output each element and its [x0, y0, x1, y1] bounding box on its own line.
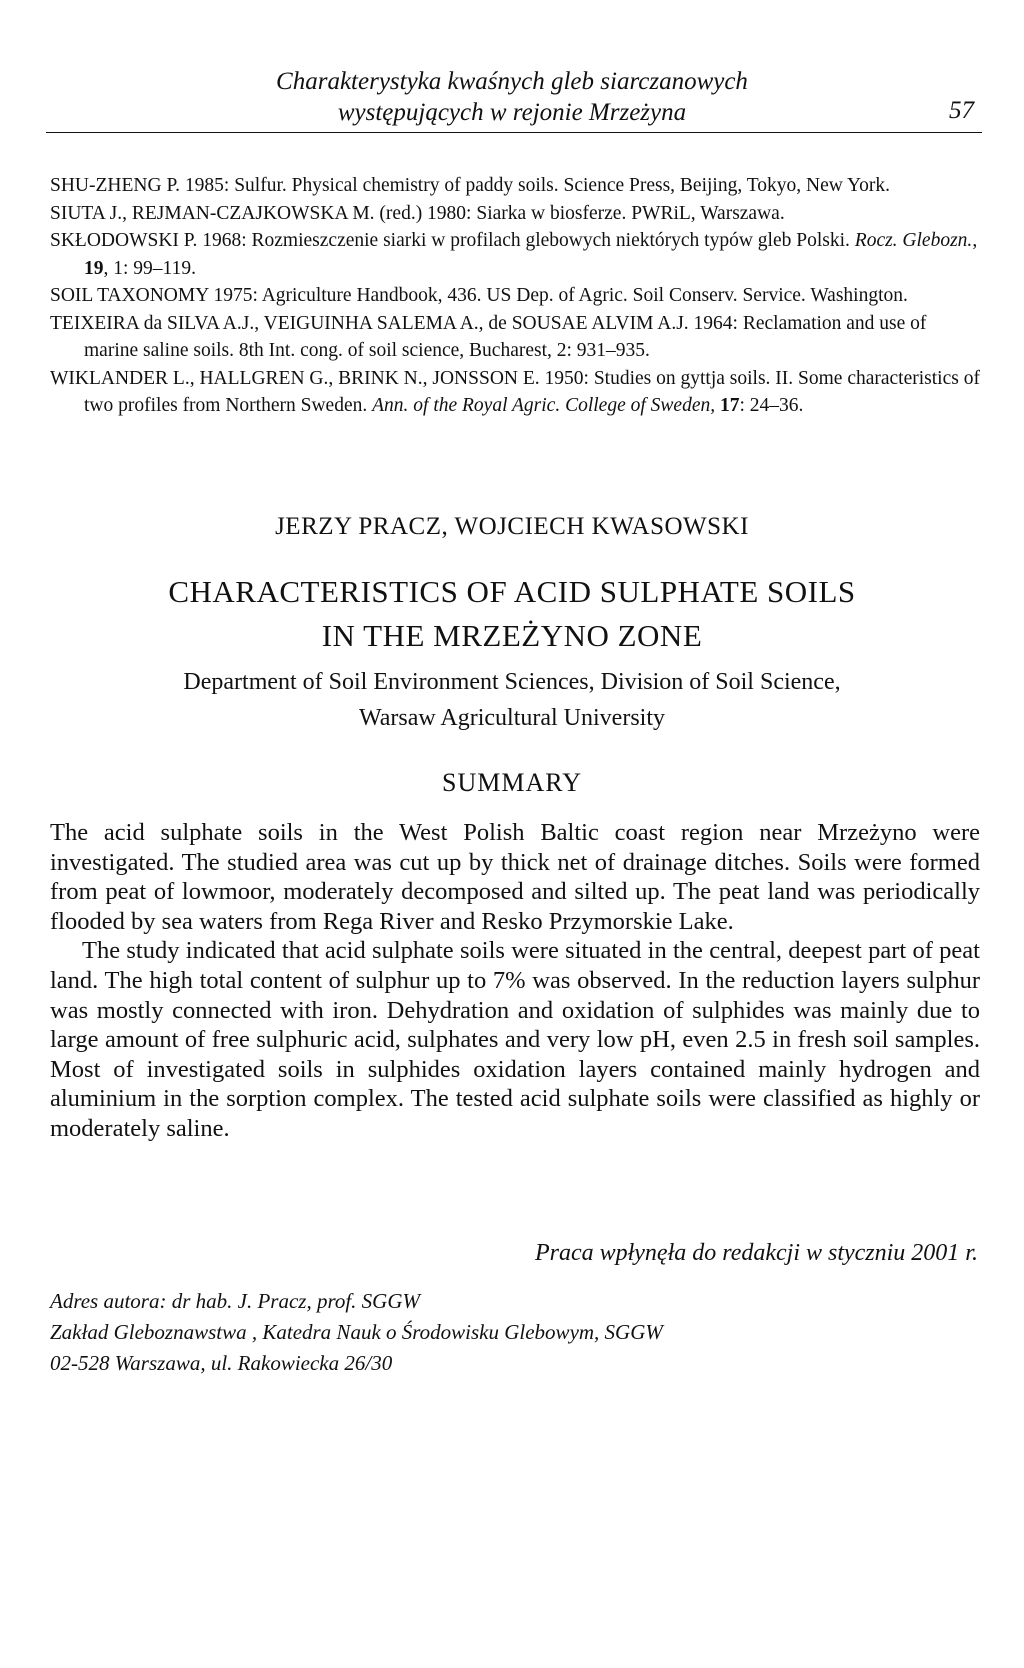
- reference-text: Agriculture Handbook, 436. US Dep. of Agric. Soil Conserv. Service. Washington.: [257, 285, 908, 306]
- address-line2: Zakład Gleboznawstwa , Katedra Nauk o Środowisku Glebowym, SGGW: [50, 1320, 663, 1344]
- author-address: [50, 1286, 663, 1379]
- running-header-line1: Charakterystyka kwaśnych gleb siarczanowych: [276, 68, 748, 95]
- reference-authors: SOIL TAXONOMY 1975:: [50, 285, 258, 306]
- summary-paragraph: The acid sulphate soils in the West Polish Baltic coast region near Mrzeżyno were investigated. The studied area was cut up by thick net of drainage ditches. Soils were formed from peat of lowmoor, moderately decomposed and silted up. The peat land was periodically flooded by sea waters from Rega River and Resko Przymorskie Lake.: [50, 819, 980, 935]
- summary-paragraph: The study indicated that acid sulphate soils were situated in the central, deepest part of peat land. The high total content of sulphur up to 7% was observed. In the reduction layers sulphur was mostly connected with iron. Dehydration and oxidation of sulphides was mainly due to large amount of free sulphuric acid, sulphates and very low pH, even 2.5 in fresh soil samples. Most of investigated soils in sulphides oxidation layers contained mainly hydrogen and aluminium in the sorption complex. The tested acid sulphate soils were classified as highly or moderately saline.: [50, 937, 980, 1142]
- reference-authors: SHU-ZHENG P. 1985:: [50, 175, 230, 196]
- reference-authors: WIKLANDER L., HALLGREN G., BRINK N., JONSSON E. 1950:: [50, 367, 589, 389]
- reference-item: [50, 200, 980, 228]
- article-authors: JERZY PRACZ, WOJCIECH KWASOWSKI: [275, 513, 749, 540]
- reference-item: [50, 310, 980, 365]
- running-header-line2: występujących w rejonie Mrzeżyna: [337, 99, 687, 126]
- reference-item: [50, 227, 980, 282]
- reference-pages: , 1: 99–119.: [103, 257, 196, 279]
- reference-text: Sulfur. Physical chemistry of paddy soils. Science Press, Beijing, Tokyo, New York.: [229, 175, 891, 196]
- reference-journal: Ann. of the Royal Agric. College of Sweden,: [372, 395, 716, 416]
- address-line1: Adres autora: dr hab. J. Pracz, prof. SGGW: [50, 1289, 421, 1313]
- running-header: [0, 66, 1024, 128]
- summary-body: [50, 818, 980, 1144]
- affiliation-line2: Warsaw Agricultural University: [359, 705, 665, 731]
- reference-authors: TEIXEIRA da SILVA A.J., VEIGUINHA SALEMA A., de SOUSAE ALVIM A.J. 1964:: [50, 312, 738, 334]
- reference-list: [50, 172, 980, 420]
- reference-text: Studies on gyttja soils. II. Some characteristics of two profiles from Northern Sweden.: [84, 367, 980, 416]
- reference-text: Rozmieszczenie siarki w profilach glebowych niektórych typów gleb Polski.: [246, 230, 855, 251]
- reference-journal: Rocz. Glebozn.: [854, 230, 973, 251]
- summary-heading: SUMMARY: [442, 768, 582, 797]
- reference-pages: : 24–36.: [739, 395, 804, 416]
- reference-volume: 17: [719, 395, 740, 416]
- reference-text: Reclamation and use of marine saline soils. 8th Int. cong. of soil science, Bucharest, 2: 931–935.: [84, 312, 927, 361]
- address-line3: 02-528 Warszawa, ul. Rakowiecka 26/30: [50, 1351, 393, 1375]
- reference-item: [50, 365, 980, 420]
- reference-authors: SIUTA J., REJMAN-CZAJKOWSKA M. (red.) 1980:: [50, 202, 472, 224]
- received-note: Praca wpłynęła do redakcji w styczniu 2001 r.: [534, 1240, 978, 1266]
- article-title: [0, 570, 1024, 658]
- reference-item: [50, 282, 980, 310]
- affiliation-line1: Department of Soil Environment Sciences, Division of Soil Science,: [183, 669, 841, 695]
- page-number: 57: [949, 97, 974, 124]
- reference-authors: SKŁODOWSKI P. 1968:: [50, 230, 247, 251]
- article-title-line1: CHARACTERISTICS OF ACID SULPHATE SOILS: [168, 574, 856, 609]
- reference-volume: 19: [84, 257, 104, 279]
- affiliation: [0, 664, 1024, 736]
- reference-sep: ,: [972, 230, 978, 251]
- article-title-line2: IN THE MRZEŻYNO ZONE: [321, 618, 703, 653]
- header-rule: [46, 132, 982, 133]
- reference-item: [50, 172, 980, 200]
- reference-text: Siarka w biosferze. PWRiL, Warszawa.: [471, 202, 785, 224]
